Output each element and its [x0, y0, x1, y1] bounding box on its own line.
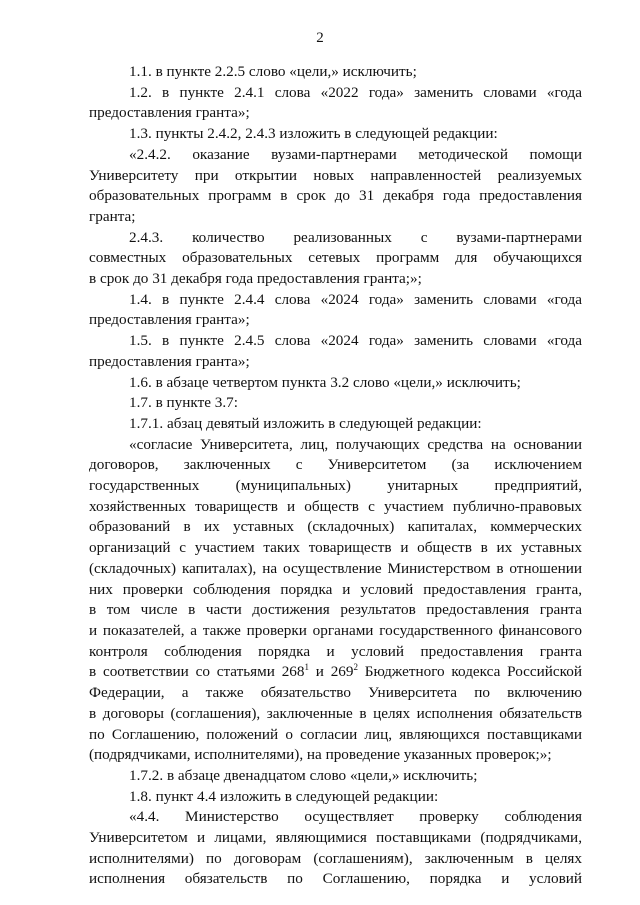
text-line: (подрядчиками, исполнителями), на проведение указанных проверок;»;	[89, 746, 552, 764]
text-line: договоров, заключенных с Университетом (за исключением	[89, 456, 582, 474]
text-line: них проверки соблюдения порядка и условий предоставления гранта,	[89, 580, 582, 598]
text-line: предоставления гранта»;	[89, 311, 250, 329]
text-line: предоставления гранта»;	[89, 104, 250, 122]
text-line: «2.4.2. оказание вузами-партнерами методической помощи	[129, 145, 582, 163]
text-line: 1.1. в пункте 2.2.5 слово «цели,» исключить;	[129, 63, 417, 80]
text-line: Федерации, а также обязательство Университета по включению	[89, 684, 582, 702]
text-line: 1.2. в пункте 2.4.1 слова «2022 года» заменить словами «года	[129, 83, 582, 101]
text-line: 1.8. пункт 4.4 изложить в следующей редакции:	[129, 787, 439, 805]
text-line: исполнения обязательств по Соглашению, порядка и условий	[89, 870, 582, 888]
page-number: 2	[316, 30, 324, 46]
text-line: образований в их уставных (складочных) капиталах, коммерческих	[89, 518, 582, 536]
text-line: 1.7.1. абзац девятый изложить в следующей редакции:	[129, 414, 482, 432]
text-line: и показателей, а также проверки органами государственного финансового	[89, 621, 582, 639]
text-line: 1.7. в пункте 3.7:	[129, 394, 238, 412]
text-line: по Соглашению, положений о согласии лиц, являющихся поставщиками	[89, 725, 582, 743]
text-line: организаций с участием таких товариществ и обществ в их уставных	[89, 539, 582, 557]
text-line: 1.5. в пункте 2.4.5 слова «2024 года» заменить словами «года	[129, 332, 582, 350]
text-line: 2.4.3. количество реализованных с вузами-партнерами	[129, 228, 582, 246]
text-line: Университетом и лицами, являющимися поставщиками (подрядчиками,	[89, 829, 582, 847]
text-line: 1.4. в пункте 2.4.4 слова «2024 года» заменить словами «года	[129, 290, 582, 308]
text-line: (складочных) капиталах), на осуществление Министерством в отношении	[89, 559, 582, 577]
text-line: 1.3. пункты 2.4.2, 2.4.3 изложить в следующей редакции:	[129, 125, 498, 143]
text-line: 1.6. в абзаце четвертом пункта 3.2 слово «цели,» исключить;	[129, 373, 521, 391]
article-superscript: 1	[304, 662, 309, 673]
text-line: государственных (муниципальных) унитарных предприятий,	[89, 477, 582, 495]
text-line: в срок до 31 декабря года предоставления гранта;»;	[89, 270, 422, 288]
text-line: в договоры (соглашения), заключенные в целях исполнения обязательств	[89, 704, 582, 722]
text-line: предоставления гранта»;	[89, 352, 250, 370]
citation-line	[89, 662, 582, 683]
citation-text: и 269	[308, 663, 354, 681]
citation-text: Бюджетного кодекса Российской	[357, 663, 582, 681]
article-superscript: 2	[353, 662, 358, 673]
citation-text: в соответствии со статьями 268	[89, 663, 305, 681]
text-line: «согласие Университета, лиц, получающих средства на основании	[129, 435, 582, 453]
text-line: совместных образовательных сетевых программ для обучающихся	[89, 249, 582, 267]
document-body	[89, 62, 582, 890]
text-line: контроля соблюдения порядка и условий предоставления гранта	[89, 642, 582, 660]
text-line: Университету при открытии новых направленностей реализуемых	[89, 166, 582, 184]
text-line: гранта;	[89, 207, 136, 225]
text-line: образовательных программ в срок до 31 декабря года предоставления	[89, 187, 582, 205]
text-line: 1.7.2. в абзаце двенадцатом слово «цели,» исключить;	[129, 766, 478, 784]
text-line: хозяйственных товариществ и обществ с участием публично-правовых	[89, 497, 582, 515]
text-line: исполнителями) по договорам (соглашениям), заключенным в целях	[89, 849, 582, 867]
text-line: «4.4. Министерство осуществляет проверку соблюдения	[129, 808, 582, 826]
text-line: в том числе в части достижения результатов предоставления гранта	[89, 601, 582, 619]
